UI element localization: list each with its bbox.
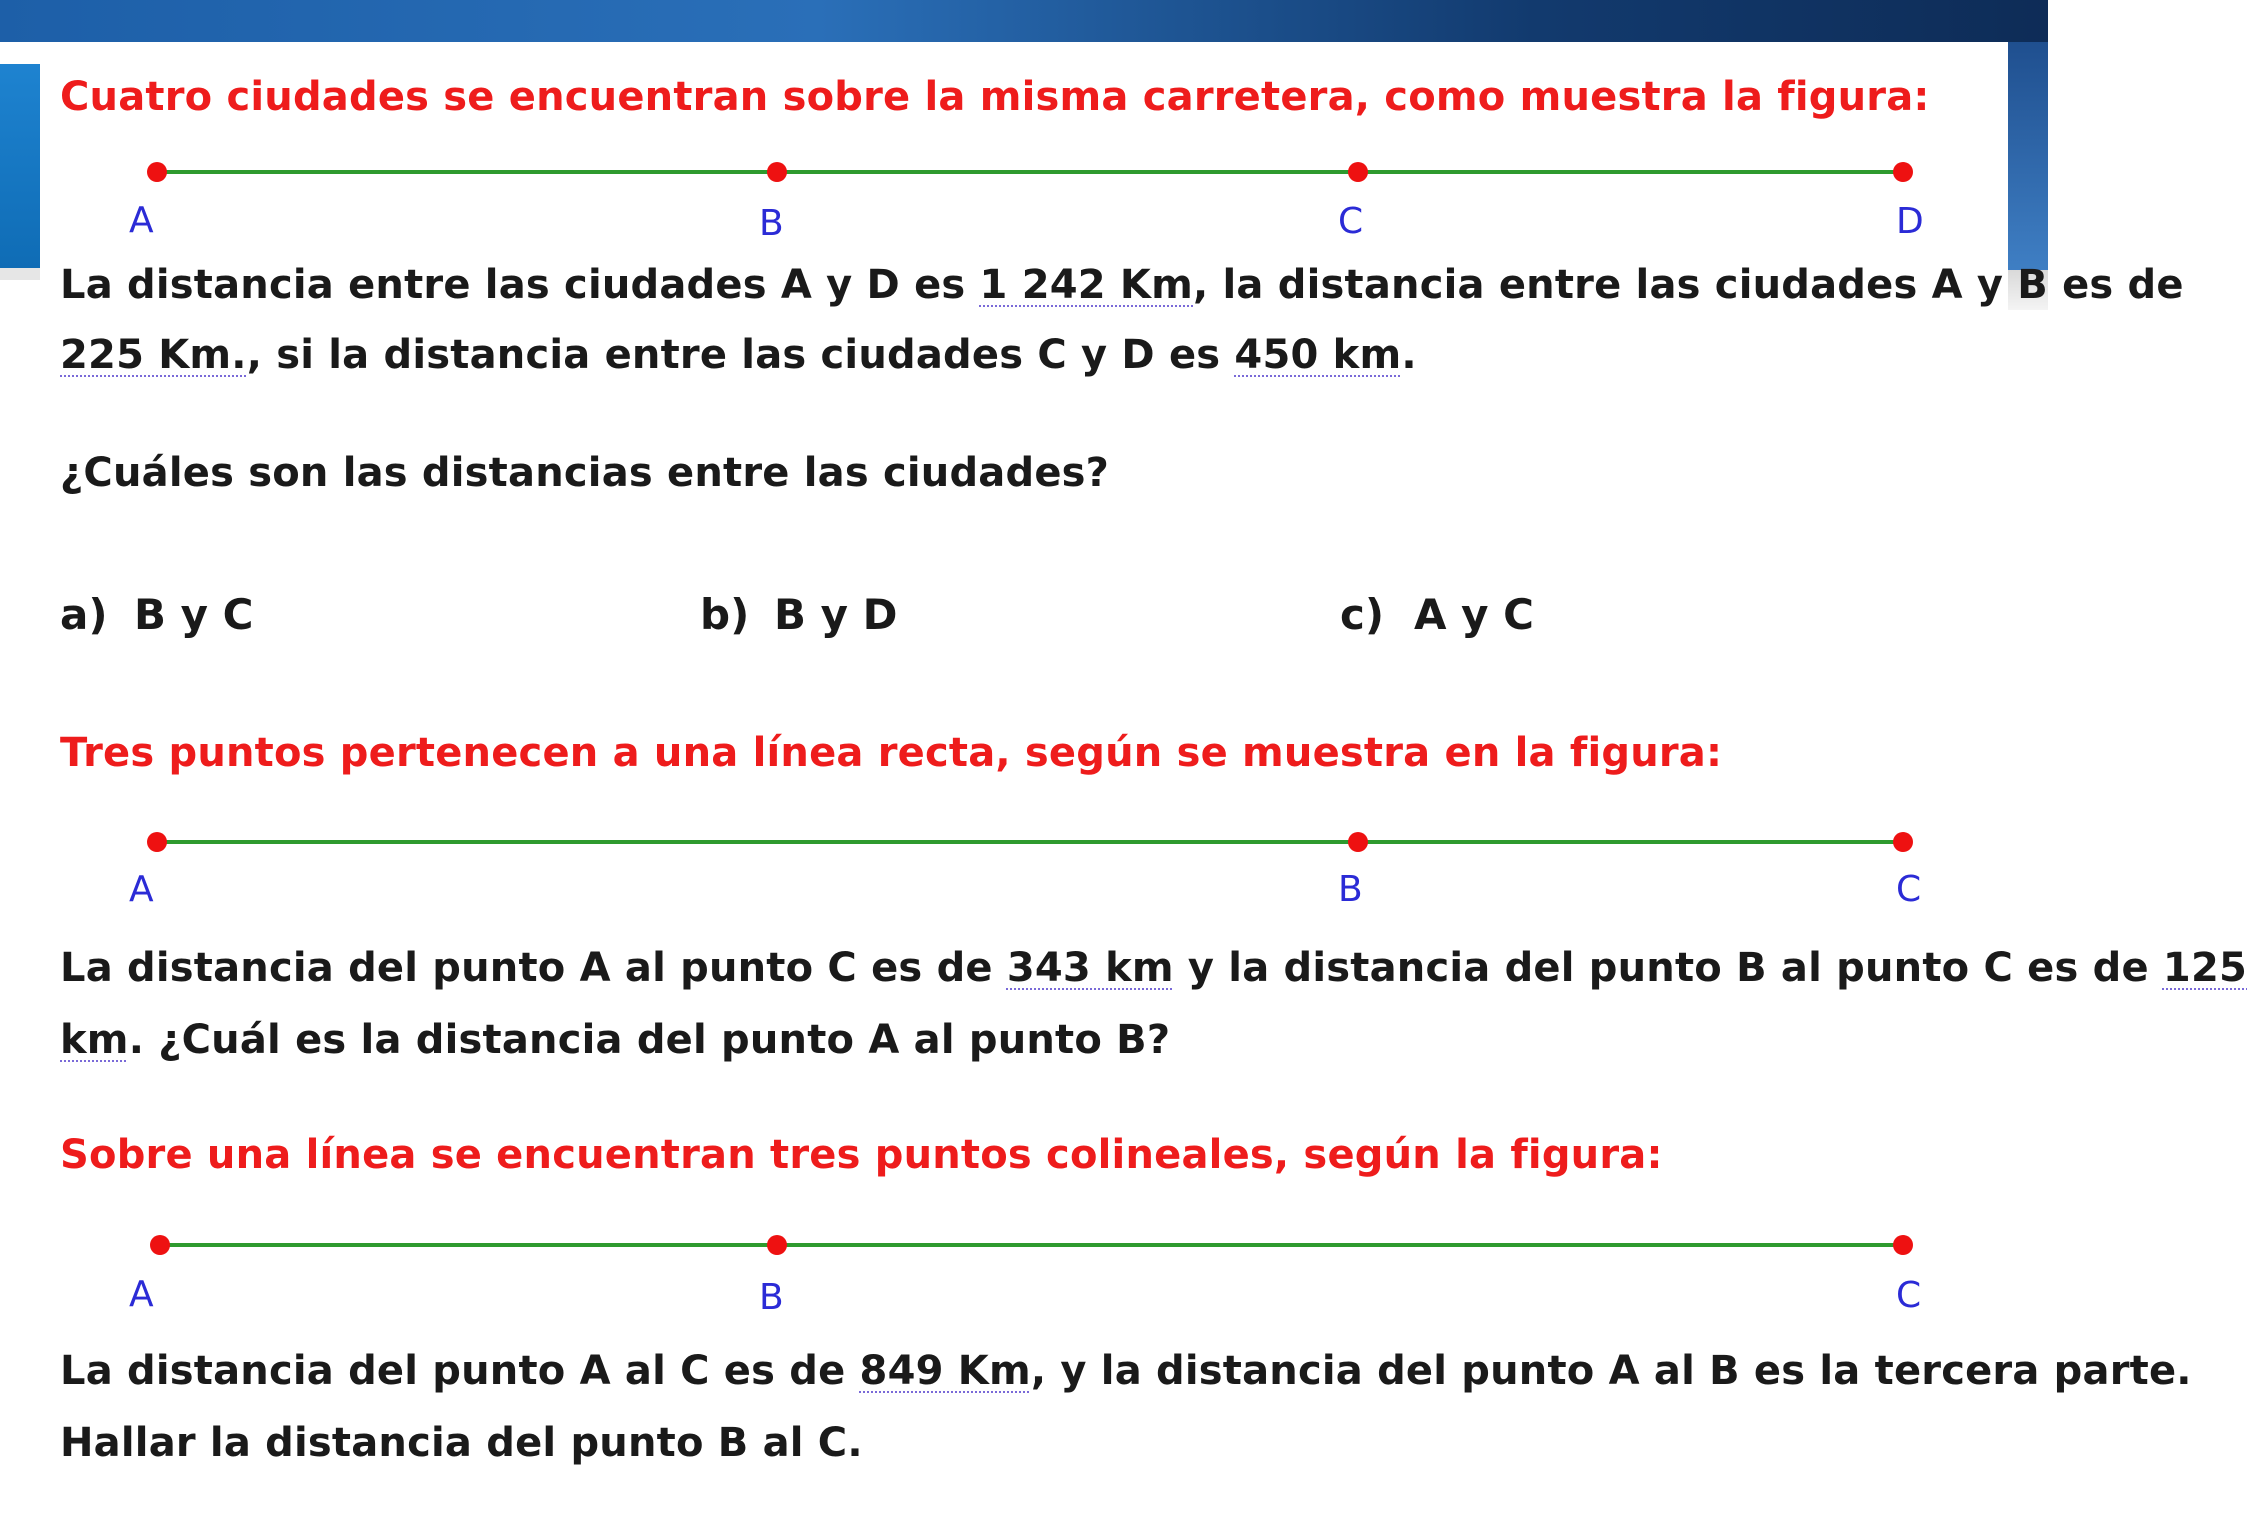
- problem3-figure: [0, 1212, 2048, 1318]
- problem3-title: Sobre una línea se encuentran tres puntos colineales, según la figura:: [60, 1132, 1663, 1178]
- problem1-text-part4: .: [1401, 332, 1417, 378]
- problem1-option-a: [60, 590, 253, 639]
- problem1-point-c: [1348, 162, 1368, 182]
- problem2-point-c: [1893, 832, 1913, 852]
- problem3-question: Hallar la distancia del punto B al C.: [60, 1420, 863, 1466]
- option-c-text: A y C: [1414, 590, 1534, 639]
- problem1-distance-ab: 225 Km.: [60, 332, 247, 378]
- problem1-point-b: [767, 162, 787, 182]
- problem3-statement-line1: [60, 1348, 2192, 1394]
- problem2-question: . ¿Cuál es la distancia del punto A al punto B?: [128, 1017, 1171, 1063]
- problem3-point-c: [1893, 1235, 1913, 1255]
- problem1-point-a: [147, 162, 167, 182]
- problem2-figure: [0, 810, 2048, 910]
- option-a-text: B y C: [134, 590, 254, 639]
- problem1-label-d: D: [1896, 201, 1924, 242]
- problem1-line-diagram: [0, 140, 2048, 244]
- problem1-text-part3: , si la distancia entre las ciudades C y D es: [246, 332, 1235, 378]
- problem1-text-part1: La distancia entre las ciudades A y D es: [60, 262, 980, 308]
- problem3-text-part1: La distancia del punto A al C es de: [60, 1348, 860, 1394]
- problem1-label-b: B: [759, 203, 784, 244]
- problem3-label-a: A: [129, 1274, 154, 1315]
- problem2-label-c: C: [1896, 869, 1922, 910]
- problem1-label-a: A: [129, 200, 154, 241]
- problem1-statement-line2: [60, 332, 1417, 378]
- problem2-line-diagram: [0, 810, 2048, 910]
- problem1-figure: [0, 140, 2048, 244]
- problem2-statement-line2: [60, 1017, 1170, 1063]
- problem2-label-b: B: [1338, 869, 1363, 910]
- slide-left-strip: [0, 268, 40, 280]
- option-b-letter: b): [700, 590, 750, 639]
- problem2-title: Tres puntos pertenecen a una línea recta, según se muestra en la figura:: [60, 730, 1723, 776]
- problem2-point-a: [147, 832, 167, 852]
- problem2-label-a: A: [129, 869, 154, 910]
- option-a-letter: a): [60, 590, 108, 639]
- problem3-point-a: [150, 1235, 170, 1255]
- problem3-line-diagram: [0, 1212, 2048, 1318]
- problem1-title: Cuatro ciudades se encuentran sobre la misma carretera, como muestra la figura:: [60, 74, 1930, 120]
- problem2-point-b: [1348, 832, 1368, 852]
- problem1-option-b: [700, 590, 898, 639]
- problem1-question: ¿Cuáles son las distancias entre las ciudades?: [60, 450, 1110, 496]
- problem2-text-part2: y la distancia del punto B al punto C es de: [1173, 945, 2163, 991]
- problem2-unit-km: km: [60, 1017, 129, 1063]
- problem3-point-b: [767, 1235, 787, 1255]
- problem2-text-part1: La distancia del punto A al punto C es de: [60, 945, 1007, 991]
- problem3-label-c: C: [1896, 1275, 1922, 1316]
- problem1-point-d: [1893, 162, 1913, 182]
- problem2-statement-line1: [60, 945, 2247, 991]
- slide-header-bar: [0, 0, 2048, 42]
- option-c-letter: c): [1340, 590, 1385, 639]
- problem1-distance-cd: 450 km: [1234, 332, 1402, 378]
- problem1-option-c: [1340, 590, 1534, 639]
- option-b-text: B y D: [774, 590, 898, 639]
- problem1-label-c: C: [1338, 201, 1364, 242]
- problem2-distance-ac: 343 km: [1006, 945, 1174, 991]
- problem1-text-part2: , la distancia entre las ciudades A y B es de: [1193, 262, 2184, 308]
- problem3-label-b: B: [759, 1277, 784, 1318]
- problem3-text-part2: , y la distancia del punto A al B es la tercera parte.: [1030, 1348, 2192, 1394]
- problem2-distance-bc: 125: [2162, 945, 2247, 991]
- problem3-distance-ac: 849 Km: [859, 1348, 1031, 1394]
- problem1-distance-ad: 1 242 Km: [979, 262, 1193, 308]
- problem1-statement-line1: [60, 262, 2184, 308]
